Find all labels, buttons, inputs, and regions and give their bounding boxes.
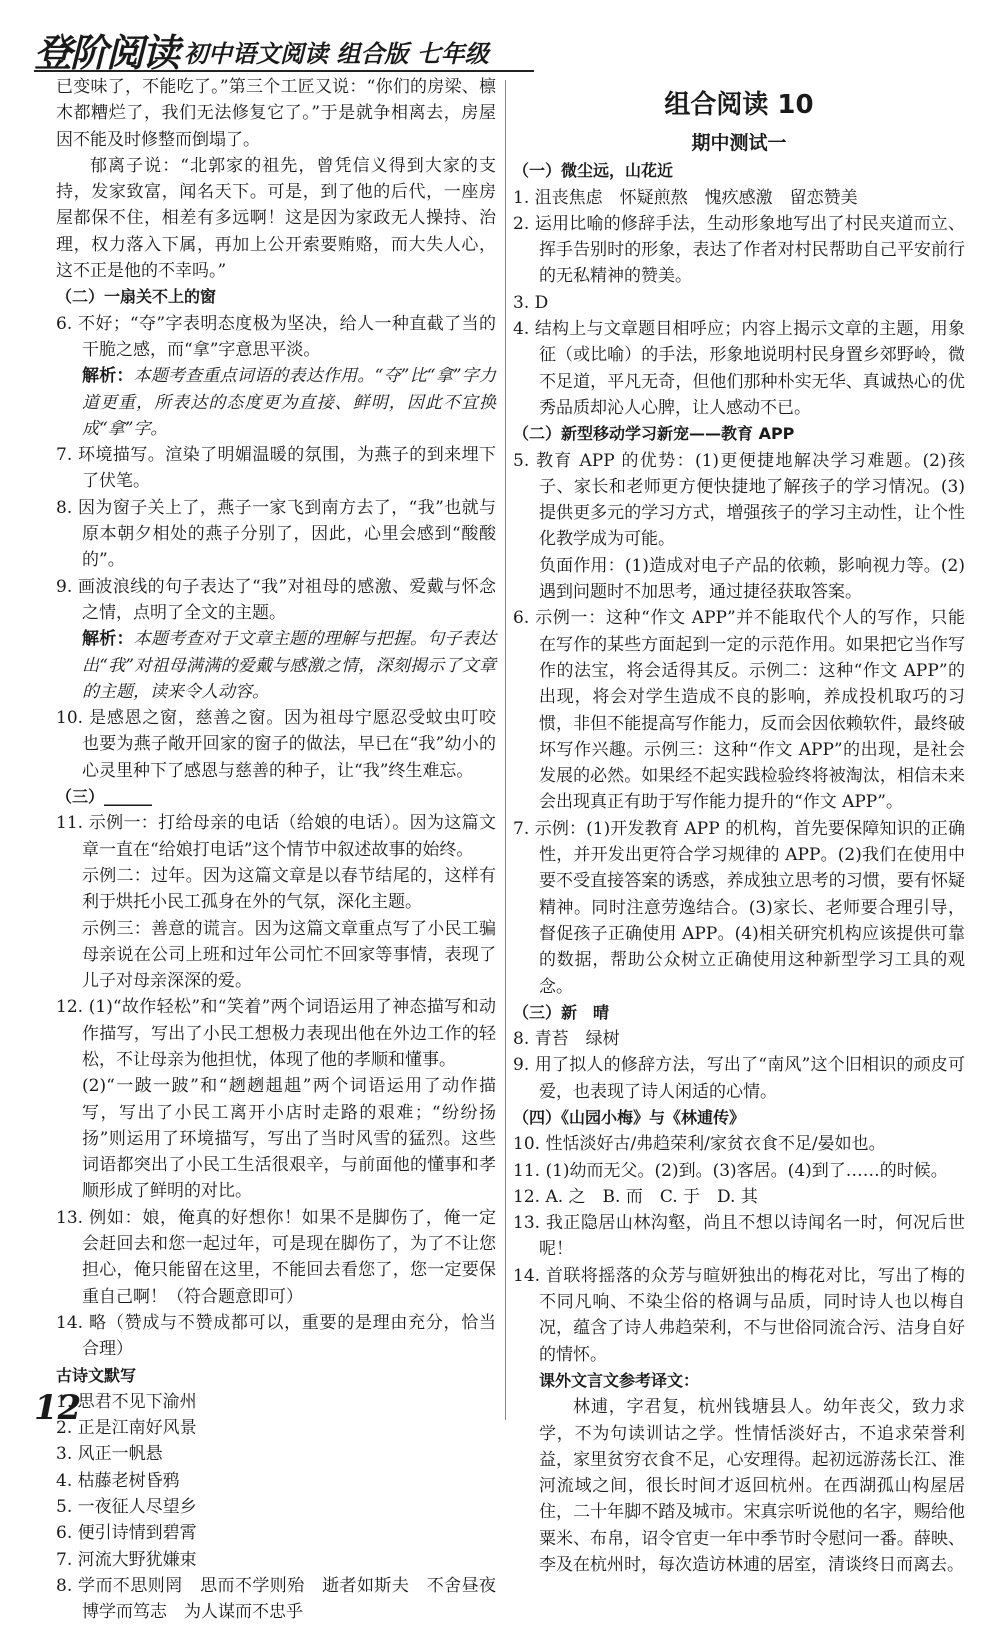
analysis-text: 本题考查对于文章主题的理解与把握。句子表达出“我”对祖母满满的爱戴与感激之情，深刻揭示了文章的主题，读来令人动容。 [82, 629, 497, 702]
answer-item: 8. 青苔 绿树 [513, 1029, 620, 1050]
answer-item: 14. 略（赞成与不赞成都可以，重要的是理由充分，恰当合理） [56, 1312, 496, 1360]
brand-logo: 登阶阅读 [34, 30, 179, 75]
left-column [56, 74, 513, 1626]
answer-item: 7. 环境描写。渲染了明媚温暖的氛围，为燕子的到来埋下了伏笔。 [56, 445, 496, 492]
analysis-note [56, 363, 496, 442]
answer-item: 13. 我正隐居山林沟壑，尚且不想以诗闻名一时，何况后世呢！ [513, 1213, 965, 1260]
answer-item: 2. 运用比喻的修辞手法，生动形象地写出了村民夹道而立、挥手告别时的形象，表达了作者对村民帮助自己平安前行的无私精神的赞美。 [513, 213, 965, 287]
answer-item: 10. 性恬淡好古/弗趋荣利/家贫衣食不足/晏如也。 [513, 1134, 886, 1155]
translation-text: 林逋，字君复，杭州钱塘县人。幼年丧父，致力求学，不为句读训诂之学。性情恬淡好古，不追求荣誉利益，家里贫穷衣食不足，心安理得。起初远游荡长江、淮河流域之间，很长时间才返回杭州。在西湖孤山构屋居住，二十年脚不踏及城市。宋真宗听说他的名字，赐给他粟米、布帛，诏令官吏一年中季节时令慰问一番。薛映、李及在杭州时，每次造访林逋的居室，清谈终日而离去。 [539, 1397, 965, 1576]
answer-example: 示例三：善意的谎言。因为这篇文章重点写了小民工骗母亲说在公司上班和过年公司忙不回家等事情，表现了儿子对母亲深深的爱。 [82, 918, 496, 992]
answer-item: 9. 画波浪线的句子表达了“我”对祖母的感激、爱戴与怀念之情，点明了全文的主题。 [56, 576, 496, 623]
answer-item: 3. D [513, 292, 549, 313]
answer-item: 11. (1)幼而无父。(2)到。(3)客居。(4)到了……的时候。 [513, 1160, 948, 1181]
section-title: （一）微尘远，山花近 [513, 161, 674, 181]
answer-item: 10. 是感恩之窗，慈善之窗。因为祖母宁愿忍受蚊虫叮咬也要为燕子敞开回家的窗子的做法，早已在“我”幼小的心灵里种下了感恩与慈善的种子，让“我”终生难忘。 [56, 708, 496, 781]
answer-item: 12. A. 之 B. 而 C. 于 D. 其 [513, 1186, 758, 1207]
answer-item: 6. 示例一：这种“作文 APP”并不能取代个人的写作，只能在写作的某些方面起到一定的示范作用。如果把它当作写作的法宝，将会适得其反。示例二：这种“作文 APP”的出现，将会对学生造成不良的影响，养成投机取巧的习惯，非但不能提高写作能力，反而会因依赖软件，最终破坏写作兴趣。示例三：这种“作文 APP”的出现，是社会发展的必然。如果经不起实践检验终将被淘汰，相信未来会出现真正有助于写作能力提升的“作文 APP”。 [513, 608, 965, 813]
section-title: （四）《山园小梅》与《林逋传》 [513, 1107, 746, 1127]
poem-line: 7. 河流大野犹嫌束 [56, 1549, 197, 1570]
book-title: 初中语文阅读 组合版 七年级 [184, 40, 489, 68]
test-heading: 期中测试一 [691, 132, 787, 154]
answer-item: 6. 不好；“夺”字表明态度极为坚决，给人一种直截了当的干脆之感，而“拿”字意思平淡。 [56, 313, 496, 360]
section-title: （二）一扇关不上的窗 [56, 287, 217, 307]
answer-item: 13. 例如：娘，俺真的好想你！如果不是脚伤了，俺一定会赶回去和您一起过年，可是现在脚伤了，为了不让您担心，俺只能留在这里，不能回去看您了，您一定要保重自己啊！（符合题意即可） [56, 1207, 496, 1307]
column-divider [505, 80, 506, 1420]
analysis-text: 本题考查重点词语的表达作用。“夺”比“拿”字力道更重，所表达的态度更为直接、鲜明，因此不宜换成“拿”字。 [82, 366, 497, 439]
poem-line: 3. 风正一帆悬 [56, 1444, 163, 1465]
page-number: 12 [34, 1388, 82, 1428]
section-heading: 组合阅读 10 [664, 90, 814, 120]
opening-paragraph: 已变味了，不能吃了。”第三个工匠又说：“你们的房梁、檩木都糟烂了，我们无法修复它了。”于是就争相离去，房屋因不能及时修整而倒塌了。 [56, 77, 496, 150]
answer-item: 12. (1)“故作轻松”和“笑着”两个词语运用了神态描写和动作描写，写出了小民工想极力表现出他在外边工作的轻松，不让母亲为他担忧，体现了他的孝顺和懂事。 [56, 997, 496, 1070]
section-title: （二）新型移动学习新宠——教育 APP [513, 424, 795, 444]
answer-item: 7. 示例：(1)开发教育 APP 的机构，首先要保障知识的正确性，并开发出更符合学习规律的 APP。(2)我们在使用中要不受直接答案的诱惑，养成独立思考的习惯，要有怀疑精神。同时注意劳逸结合。(3)家长、老师要合理引导，督促孩子正确使用 APP。(4)相关研究机构应该提供可靠的数据，帮助公众树立正确使用这种新型学习工具的观念。 [513, 818, 965, 997]
poem-line: 8. 学而不思则罔 思而不学则殆 逝者如斯夫 不舍昼夜 博学而笃志 为人谋而不忠乎 [56, 1575, 513, 1623]
section-title: （三）______ [56, 787, 153, 807]
page-header [34, 20, 534, 75]
right-column [513, 74, 965, 1578]
poem-line: 5. 一夜征人尽望乡 [56, 1497, 197, 1518]
analysis-label: 解析： [82, 629, 134, 650]
answer-item: 8. 因为窗子关上了，燕子一家飞到南方去了，“我”也就与原本朝夕相处的燕子分别了，因此，心里会感到“酸酸的”。 [56, 497, 496, 571]
analysis-note [56, 626, 496, 705]
poem-line: 2. 正是江南好风景 [56, 1418, 197, 1439]
poem-line: 1. 思君不见下渝州 [56, 1391, 197, 1412]
answer-item: 11. 示例一：打给母亲的电话（给娘的电话）。因为这篇文章一直在“给娘打电话”这个情节中叙述故事的始终。 [56, 813, 496, 860]
answer-example: 示例二：过年。因为这篇文章是以春节结尾的，这样有利于烘托小民工孤身在外的气氛，深化主题。 [82, 865, 496, 913]
section-title: （三）新 晴 [513, 1002, 610, 1022]
answer-item: 4. 结构上与文章题目相呼应；内容上揭示文章的主题，用象征（或比喻）的手法，形象地说明村民身置乡郊野岭，微不足道，平凡无奇，但他们那种朴实无华、真诚热心的优秀品质却沁人心脾，让人感动不已。 [513, 319, 965, 418]
poem-line: 6. 便引诗情到碧霄 [56, 1523, 197, 1544]
analysis-label: 解析： [82, 366, 134, 387]
answer-item: 1. 沮丧焦虑 怀疑煎熬 愧疚感激 留恋赞美 [513, 187, 858, 208]
answer-item: 14. 首联将摇落的众芳与暄妍独出的梅花对比，写出了梅的不同凡响、不染尘俗的格调与品质，同时诗人也以梅自况，蕴含了诗人弗趋荣利，不与世俗同流合污、洁身自好的情怀。 [513, 1265, 965, 1365]
section-title: 古诗文默写 [56, 1365, 137, 1385]
poem-line: 4. 枯藤老树昏鸦 [56, 1470, 180, 1491]
translation-title: 课外文言文参考译文： [539, 1370, 700, 1390]
answer-example: (2)“一跛一跛”和“趔趔趄趄”两个词语运用了动作描写，写出了小民工离开小店时走路的艰难；“纷纷扬扬”则运用了环境描写，写出了当时风雪的猛烈。这些词语都突出了小民工生活很艰辛，与前面他的懂事和孝顺形成了鲜明的对比。 [82, 1076, 496, 1202]
opening-paragraph: 郁离子说：“北郭家的祖先，曾凭信义得到大家的支持，发家致富，闻名天下。可是，到了他的后代，一座房屋都保不住，相差有多远啊！这是因为家政无人操持、治理，权力落入下属，再加上公开索要贿赂，而大失人心，这不正是他的不幸吗。” [56, 155, 496, 282]
answer-example: 负面作用：(1)造成对电子产品的依赖，影响视力等。(2)遇到问题时不加思考，通过捷径获取答案。 [539, 555, 965, 603]
answer-item: 9. 用了拟人的修辞方法，写出了“南风”这个旧相识的顽皮可爱，也表现了诗人闲适的心情。 [513, 1055, 965, 1102]
answer-item: 5. 教育 APP 的优势：(1)更便捷地解决学习难题。(2)孩子、家长和老师更方便快捷地了解孩子的学习情况。(3)提供更多元的学习方式，增强孩子的学习主动性，让个性化教学成为可能。 [513, 450, 965, 550]
